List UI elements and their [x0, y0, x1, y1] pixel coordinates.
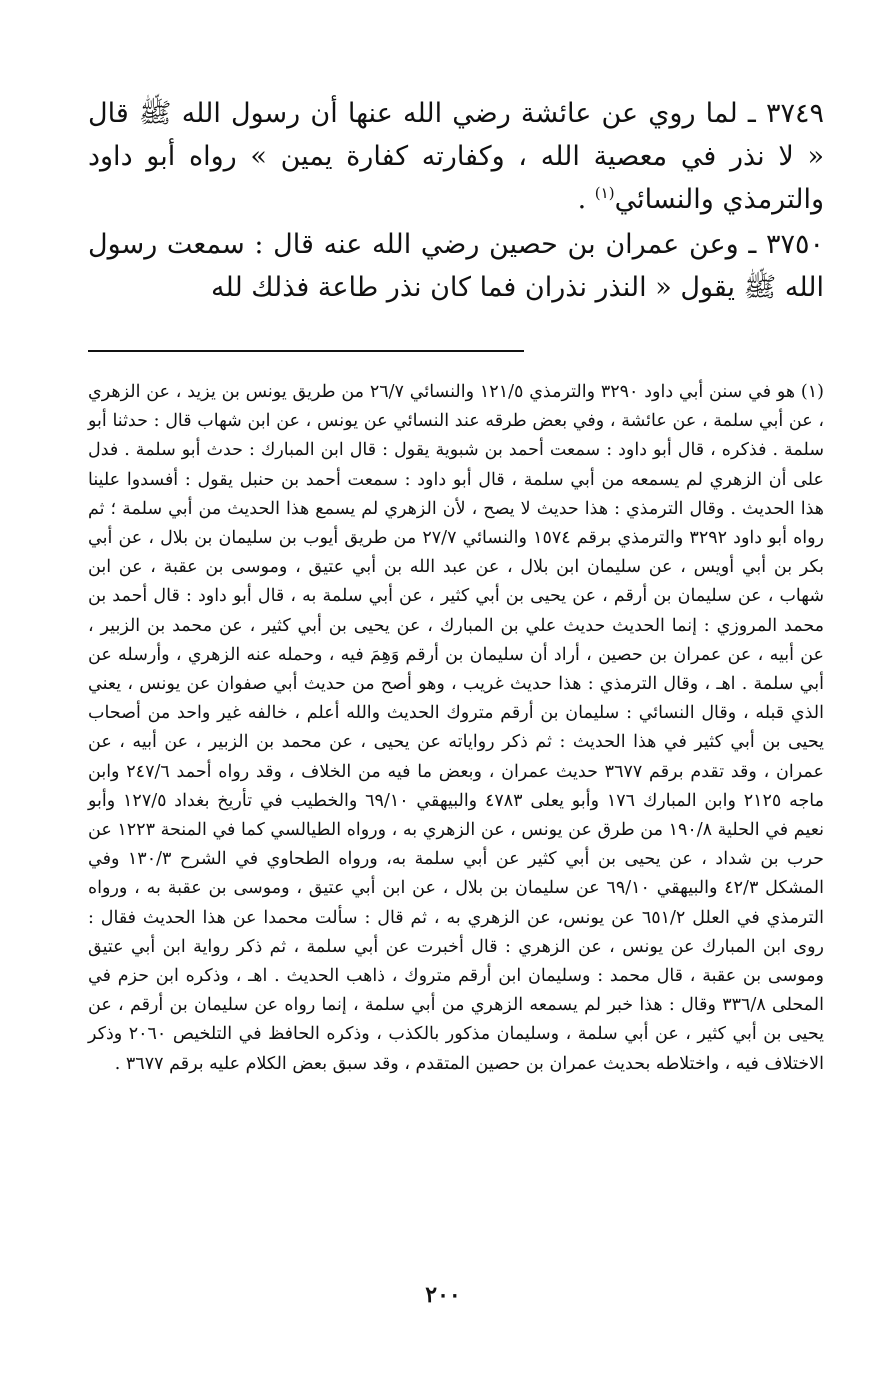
hadith-3750-text: ٣٧٥٠ ـ وعن عمران بن حصين رضي الله عنه قال : سمعت رسول الله ﷺ يقول « النذر نذران فما كان نذر طاعة فذلك لله [88, 229, 824, 303]
hadith-3750 [88, 223, 824, 309]
hadith-3749-text: ٣٧٤٩ ـ لما روي عن عائشة رضي الله عنها أن رسول الله ﷺ قال « لا نذر في معصية الله ، وكفارته كفارة يمين » رواه أبو داود والترمذي والنسائي [88, 98, 824, 215]
hadith-3749 [88, 92, 824, 221]
footnote-divider [88, 350, 524, 352]
footnote-1: (١) هو في سنن أبي داود ٣٢٩٠ والترمذي ١٢١/٥ والنسائي ٢٦/٧ من طريق يونس بن يزيد ، عن الزهري ، عن أبي سلمة ، عن عائشة ، وفي بعض طرقه عند النسائي عن يونس ، عن ابن شهاب قال : حدثنا أبو سلمة . فذكره ، قال أبو داود : سمعت أحمد بن شبوية يقول : قال ابن المبارك : حدث أبو سلمة . فدل على أن الزهري لم يسمعه من أبي سلمة ، قال أبو داود : سمعت أحمد بن حنبل يقول : أفسدوا علينا هذا الحديث . وقال الترمذي : هذا حديث لا يصح ، لأن الزهري لم يسمع هذا الحديث من أبي سلمة ؛ ثم رواه أبو داود ٣٢٩٢ والترمذي برقم ١٥٧٤ والنسائي ٢٧/٧ من طريق أيوب بن سليمان بن بلال ، عن أبي بكر بن أبي أويس ، عن سليمان ابن بلال ، عن عبد الله بن أبي عتيق ، وموسى بن عقبة ، عن ابن شهاب ، عن سليمان بن أرقم ، عن يحيى بن أبي كثير ، عن أبي سلمة به ، قال أبو داود : قال أحمد بن محمد المروزي : إنما الحديث حديث علي بن المبارك ، عن يحيى بن أبي كثير ، عن محمد بن الزبير ، عن أبيه ، عن عمران بن حصين ، أراد أن سليمان بن أرقم وَهِمَ فيه ، وحمله عنه الزهري ، وأرسله عن أبي سلمة . اهـ ، وقال الترمذي : هذا حديث غريب ، وهو أصح من حديث أبي صفوان عن يونس ، يعني الذي قبله ، وقال النسائي : سليمان بن أرقم متروك الحديث والله أعلم ، خالفه غير واحد من أصحاب يحيى بن أبي كثير في هذا الحديث : ثم ذكر رواياته عن يحيى ، عن محمد بن الزبير ، عن أبيه ، عن عمران ، وقد تقدم برقم ٣٦٧٧ حديث عمران ، وبعض ما فيه من الخلاف ، وقد رواه أحمد ٢٤٧/٦ وابن ماجه ٢١٢٥ وابن المبارك ١٧٦ وأبو يعلى ٤٧٨٣ والبيهقي ٦٩/١٠ والخطيب في تأريخ بغداد ١٢٧/٥ وأبو نعيم في الحلية ١٩٠/٨ من طرق عن يونس ، عن الزهري به ، ورواه الطيالسي كما في المنحة ١٢٢٣ عن حرب بن شداد ، عن يحيى بن أبي كثير عن أبي سلمة به، ورواه الطحاوي في الشرح ١٣٠/٣ وفي المشكل ٤٢/٣ والبيهقي ٦٩/١٠ عن سليمان بن بلال ، عن ابن أبي عتيق ، وموسى بن عقبة به ، ورواه الترمذي في العلل ٦٥١/٢ عن يونس، عن الزهري به ، ثم قال : سألت محمدا عن هذا الحديث فقال : روى ابن المبارك عن يونس ، عن الزهري : قال أخبرت عن أبي سلمة ، ثم ذكر رواية ابن أبي عتيق وموسى بن عقبة ، قال محمد : وسليمان ابن أرقم متروك ، ذاهب الحديث . اهـ ، وذكره ابن حزم في المحلى ٣٣٦/٨ وقال : هذا خبر لم يسمعه الزهري من أبي سلمة ، إنما رواه عن سليمان بن أرقم ، عن يحيى بن أبي كثير ، عن أبي سلمة ، وسليمان مذكور بالكذب ، وذكره الحافظ في التلخيص ٢٠٦٠ وذكر الاختلاف فيه ، واختلاطه بحديث عمران بن حصين المتقدم ، وقد سبق بعض الكلام عليه برقم ٣٦٧٧ . [88, 382, 825, 1074]
page-number: ٢٠٠ [425, 1282, 461, 1308]
main-text [88, 92, 824, 309]
hadith-3749-end: . [577, 184, 595, 215]
footnote-marker[interactable]: (١) [594, 184, 615, 202]
